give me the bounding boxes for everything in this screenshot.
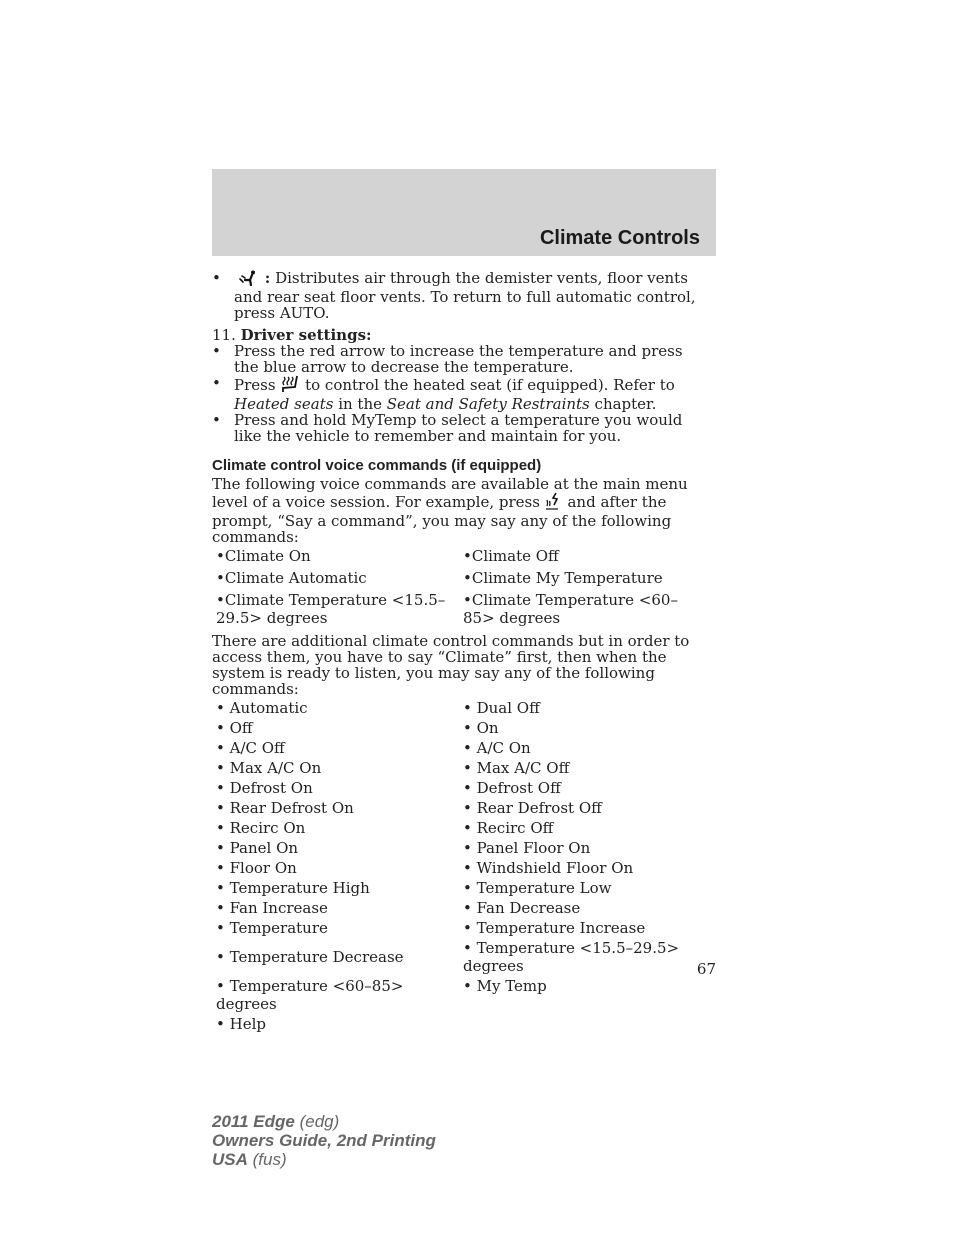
command-item: •Climate My Temperature (463, 569, 663, 587)
driver-settings-heading: 11. Driver settings: (212, 326, 372, 344)
command-row (212, 839, 706, 859)
command-item: • My Temp (463, 977, 547, 995)
page-number: 67 (696, 960, 716, 978)
header-band (212, 169, 716, 256)
voice-icon (545, 492, 563, 513)
command-item: • Fan Increase (216, 899, 328, 917)
command-item: •Climate Temperature <60–85> degrees (463, 591, 678, 627)
driver-bullet-2: • Press to control the heated seat (if equipped). Refer to Heated seats in the Seat and Safety Restraints chapter. (212, 374, 675, 413)
section-title: Climate Controls (539, 227, 700, 249)
voice-intro-paragraph: The following voice commands are available at the main menu level of a voice session. For example, press and after the prompt, “Say a command”, you may say any of the following commands: (212, 475, 688, 546)
command-item (459, 1015, 706, 1035)
command-item: • Windshield Floor On (463, 859, 634, 877)
command-item: • Temperature Increase (463, 919, 646, 937)
main-commands-table (212, 547, 706, 631)
driver-bullet-3: • Press and hold MyTemp to select a temperature you would like the vehicle to remember and maintain for you. (212, 411, 683, 445)
heated-seat-icon (280, 375, 300, 396)
command-item: • A/C Off (216, 739, 285, 757)
command-row (212, 591, 706, 631)
driver-bullet-1: • Press the red arrow to increase the temperature and press the blue arrow to decrease the temperature. (212, 342, 683, 376)
command-row (212, 919, 706, 939)
command-item: • Temperature (216, 919, 328, 937)
floor-demister-icon (238, 270, 260, 289)
command-row (212, 699, 706, 719)
command-item: • Help (216, 1015, 266, 1033)
command-item: • Temperature Decrease (216, 948, 404, 966)
command-item: • Temperature <60–85> degrees (216, 977, 404, 1013)
command-row (212, 779, 706, 799)
command-item: • Off (216, 719, 253, 737)
command-item: • On (463, 719, 499, 737)
command-row (212, 547, 706, 569)
command-row (212, 939, 706, 977)
command-item: • Recirc On (216, 819, 306, 837)
command-row (212, 899, 706, 919)
page-content (212, 270, 706, 1035)
command-item: • Automatic (216, 699, 308, 717)
command-item: • Dual Off (463, 699, 540, 717)
command-row (212, 977, 706, 1015)
command-item: • Panel Floor On (463, 839, 591, 857)
intro-bullet-text: Distributes air through the demister vents, floor vents and rear seat floor vents. To return to full automatic control, press AUTO. (234, 269, 696, 322)
command-item: • Fan Decrease (463, 899, 581, 917)
command-item: • Floor On (216, 859, 297, 877)
command-item: •Climate Automatic (216, 569, 367, 587)
additional-commands-paragraph: There are additional climate control commands but in order to access them, you have to say “Climate” first, then when the system is ready to listen, you may say any of the following commands: (212, 632, 690, 698)
command-row (212, 739, 706, 759)
voice-commands-heading: Climate control voice commands (if equipped) (212, 457, 542, 474)
command-item: •Climate Off (463, 547, 559, 565)
command-item: • Defrost On (216, 779, 313, 797)
command-row (212, 819, 706, 839)
command-item: • Temperature <15.5–29.5> degrees (463, 939, 680, 975)
command-item: • Recirc Off (463, 819, 554, 837)
command-item: • Max A/C On (216, 759, 322, 777)
command-item: • Panel On (216, 839, 299, 857)
sub-commands-table (212, 699, 706, 1035)
command-row (212, 759, 706, 779)
footer: 2011 Edge (edg) Owners Guide, 2nd Printing USA (fus) (212, 1112, 436, 1169)
command-item: • Defrost Off (463, 779, 561, 797)
intro-bullet: • : Distributes air through the demister vents, floor vents and rear seat floor vents. To return to full automatic control, press AUTO. (212, 269, 696, 322)
command-item: • Temperature Low (463, 879, 612, 897)
command-item: •Climate On (216, 547, 311, 565)
command-item: • Rear Defrost On (216, 799, 354, 817)
command-row (212, 719, 706, 739)
command-row (212, 799, 706, 819)
command-item: • Temperature High (216, 879, 370, 897)
command-item: • Max A/C Off (463, 759, 570, 777)
command-item: • Rear Defrost Off (463, 799, 602, 817)
command-item: •Climate Temperature <15.5–29.5> degrees (216, 591, 446, 627)
command-row (212, 1015, 706, 1035)
command-item: • A/C On (463, 739, 531, 757)
command-row (212, 859, 706, 879)
command-row (212, 879, 706, 899)
command-row (212, 569, 706, 591)
